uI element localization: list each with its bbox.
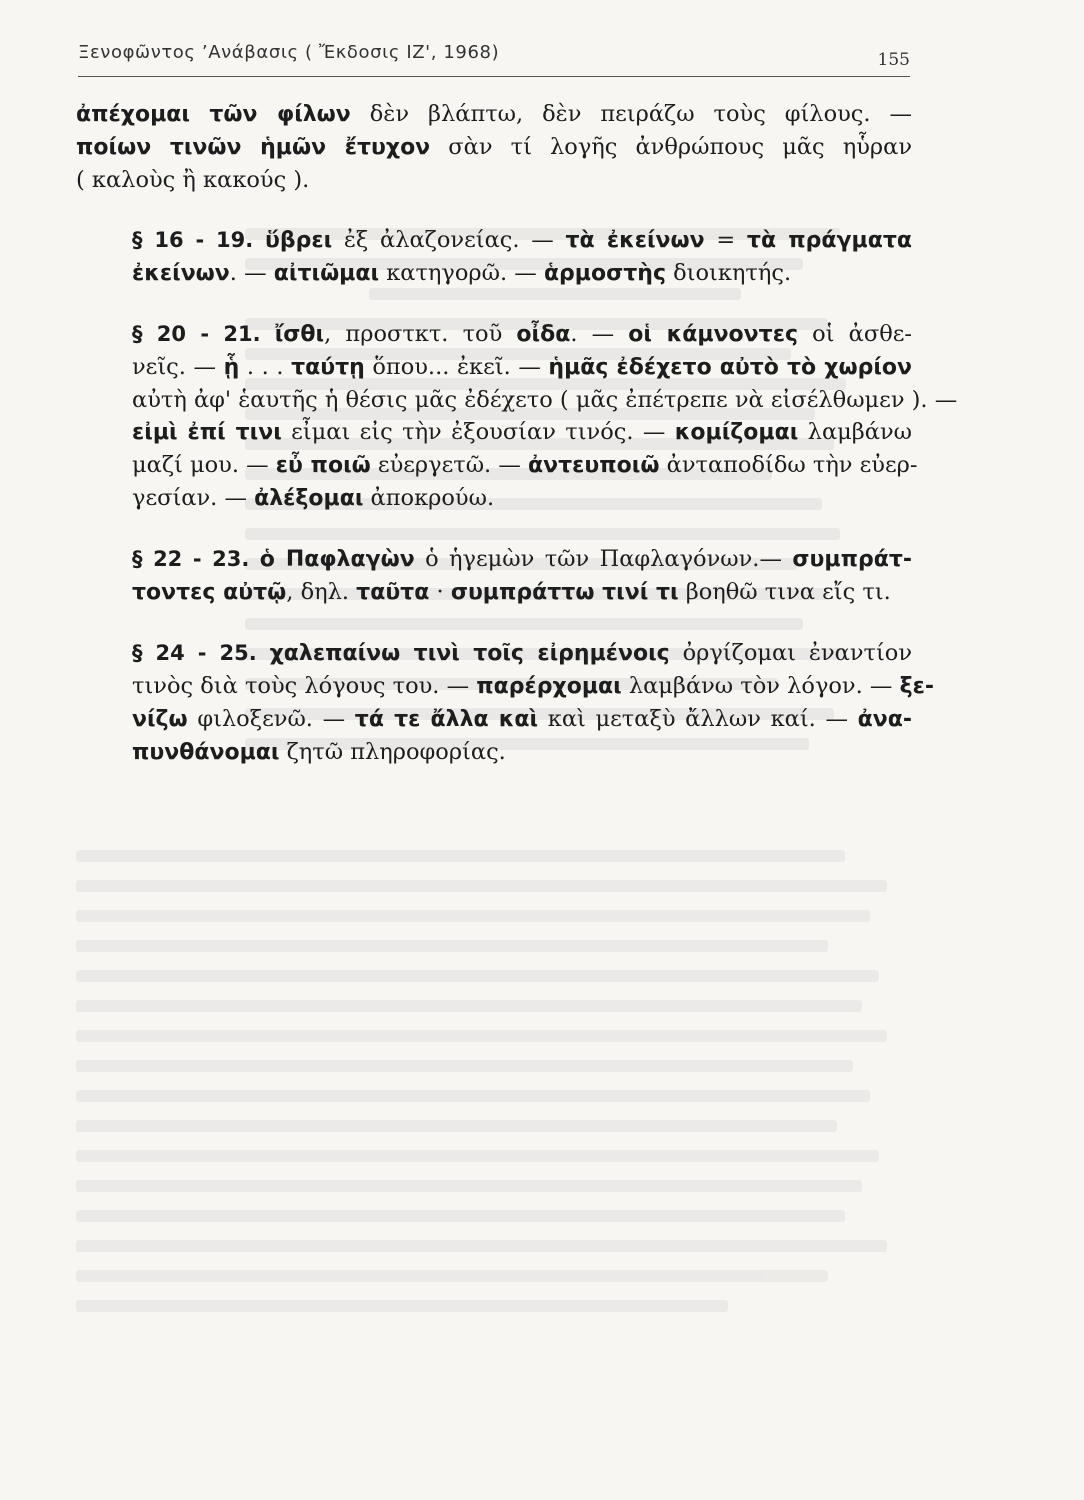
section-marker: § 22 - 23. [132,547,250,571]
gloss-text: · [429,579,451,605]
gloss-text: ὁ ἡγεμὼν τῶν Παφλαγόνων.— [414,546,793,572]
lemma-term: ἐκείνων [132,261,230,286]
gloss-text: αὐτὴ ἀφ' ἑαυτῆς ἡ θέσις μᾶς ἐδέχετο ( μᾶς ἐπέτρεπε νὰ εἰσέλθωμεν ). — [132,387,958,413]
lemma-term: ἀλέξομαι [254,486,364,511]
gloss-text: σὰν τί λογῆς ἀνθρώπους μᾶς ηὗραν [430,134,912,160]
gloss-text: καὶ μεταξὺ ἄλλων καί. — [538,706,858,732]
lemma-term: ἀπέχομαι τῶν φίλων [76,102,351,127]
running-header [78,40,910,77]
lemma-term: ᾗ [223,355,240,380]
gloss-text [257,640,270,666]
gloss-text: οἱ ἀσθε- [797,321,913,347]
lemma-term: ταῦτα [356,580,430,605]
lemma-term: τὰ ἐκείνων [565,228,705,253]
text-line [76,637,912,670]
lemma-term: ὕβρει [264,228,333,253]
lemma-term: ἴσθι [274,322,325,347]
gloss-text [249,546,259,572]
lemma-term: πυνθάνομαι [132,740,280,765]
lemma-term: κομίζομαι [674,420,799,445]
paragraph [76,318,958,515]
text-line [76,736,912,769]
gloss-text: εὐεργετῶ. — [370,452,529,478]
gloss-text [253,227,265,253]
text-line [76,703,912,736]
lemma-term: οἶδα [516,322,571,347]
book-title: Ξενοφῶντος ’Ανάβασις ( Ἔκδοσις ΙΖ', 1968) [78,42,500,63]
lemma-term: ἡμᾶς ἐδέχετο αὐτὸ τὸ χωρίον [548,355,912,380]
gloss-text: ὀργίζομαι ἐναντίον [669,640,912,666]
lemma-term: τὰ πράγματα [746,228,912,253]
gloss-text: διοικητής. [665,260,792,286]
lemma-term: εἰμὶ ἐπί τινι [132,420,282,445]
gloss-text: λαμβάνω τὸν λόγον. — [621,673,900,699]
text-line [76,224,912,257]
gloss-text: τινὸς διὰ τοὺς λόγους του. — [132,673,477,699]
gloss-text: γεσίαν. — [132,485,255,511]
gloss-text: . . . [239,354,292,380]
gloss-text: ἐξ ἀλαζονείας. — [332,227,566,253]
lemma-term: οἱ κάμνοντες [628,322,798,347]
lemma-term: συμπράτ- [792,547,913,572]
gloss-text: δὲν βλάπτω, δὲν πειράζω τοὺς φίλους. — [350,101,912,127]
gloss-text: κατηγορῶ. — [379,260,544,286]
text-line [76,543,912,576]
text-line [76,164,912,196]
gloss-text: μαζί μου. — [132,452,276,478]
text-line [76,318,912,351]
gloss-text: . — [229,260,274,286]
gloss-text: , δηλ. [286,579,357,605]
gloss-text: νεῖς. — [132,354,224,380]
gloss-text: ( καλοὺς ἢ κακούς ). [76,167,310,193]
section-marker: § 24 - 25. [132,641,257,665]
gloss-text: ζητῶ πληροφορίας. [279,739,506,765]
paragraph [76,224,912,290]
text-line [76,482,912,515]
lemma-term: εὖ ποιῶ [275,453,371,478]
gloss-text: ὅπου... ἐκεῖ. — [364,354,549,380]
text-line [76,416,912,449]
lemma-term: συμπράττω τινί τι [450,580,679,605]
lemma-term: ἀνα- [857,707,912,732]
show-through-bottom [76,850,912,1370]
gloss-text: εἶμαι εἰς τὴν ἐξουσίαν τινός. — [281,419,675,445]
lemma-term: ξε- [899,674,934,699]
lemma-term: νίζω [132,707,188,732]
text-line [76,670,934,703]
text-line [76,257,912,290]
text-line [76,131,912,164]
section-marker: § 16 - 19. [132,228,254,252]
text-line [76,384,958,416]
gloss-text: λαμβάνω [798,419,912,445]
gloss-text [261,321,275,347]
lemma-term: ἀντευποιῶ [528,453,660,478]
lemma-term: τά τε ἄλλα καὶ [354,707,539,732]
text-line [76,351,912,384]
text-line [76,98,912,131]
lemma-term: τοντες αὐτῷ [132,580,287,605]
lemma-term: ὁ Παφλαγὼν [259,547,415,572]
text-line [76,576,912,609]
gloss-text: = [704,227,747,253]
commentary-text [76,98,958,797]
page-number: 155 [877,50,910,70]
gloss-text: βοηθῶ τινα εἴς τι. [678,579,891,605]
gloss-text: ἀνταποδίδω τὴν εὐερ- [659,452,918,478]
lemma-term: αἰτιῶμαι [273,261,380,286]
lemma-term: ποίων τινῶν ἡμῶν ἔτυχον [76,135,431,160]
lemma-term: παρέρχομαι [476,674,622,699]
lemma-term: χαλεπαίνω τινὶ τοῖς εἰρημένοις [269,641,670,666]
gloss-text: . — [570,321,629,347]
paragraph [76,543,912,609]
gloss-text: φιλοξενῶ. — [187,706,355,732]
paragraph [76,637,934,769]
lemma-term: ταύτῃ [291,355,365,380]
section-marker: § 20 - 21. [132,322,261,346]
paragraph [76,98,912,196]
gloss-text: , προστκτ. τοῦ [324,321,517,347]
lemma-term: ἁρμοστὴς [543,261,666,286]
gloss-text: ἀποκρούω. [363,485,495,511]
text-line [76,449,918,482]
